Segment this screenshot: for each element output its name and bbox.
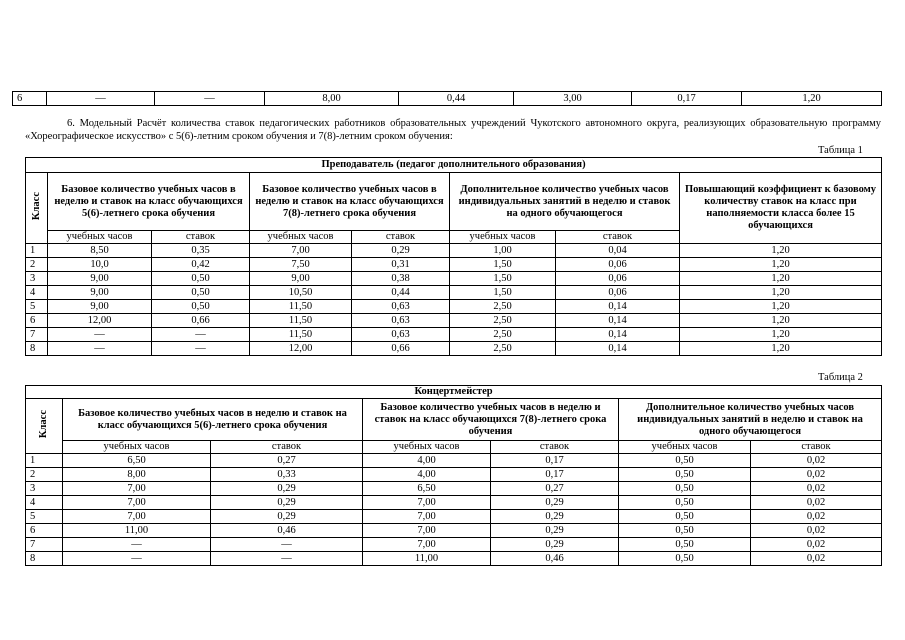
- table-cell: 0,50: [619, 538, 751, 552]
- table2: [25, 385, 882, 566]
- table-cell: 2,50: [450, 342, 556, 356]
- table-cell: —: [63, 552, 211, 566]
- table2-sub-header-row: [26, 441, 882, 454]
- table1-group-header: Дополнительное количество учебных часов индивидуальных занятий в неделю и ставок на одного обучающегося: [450, 173, 680, 231]
- table-cell: 7,00: [363, 538, 491, 552]
- table-cell: 0,46: [491, 552, 619, 566]
- table-cell: 2,50: [450, 328, 556, 342]
- table-cell: 1,20: [680, 300, 882, 314]
- table-cell: 0,44: [399, 92, 514, 106]
- sub-header-hours: учебных часов: [250, 231, 352, 244]
- table-cell: 1,20: [680, 342, 882, 356]
- table2-group-header-row: [26, 399, 882, 441]
- class-header-text: Класс: [30, 191, 42, 221]
- class-number-cell: 2: [26, 468, 63, 482]
- sub-header-hours: учебных часов: [619, 441, 751, 454]
- table-cell: —: [48, 328, 152, 342]
- table-row: [26, 244, 882, 258]
- table-cell: 0,02: [751, 510, 882, 524]
- table-cell: 9,00: [48, 286, 152, 300]
- table1-group-header-row: [26, 173, 882, 231]
- table-cell: 1,20: [680, 286, 882, 300]
- table-cell: 7,00: [63, 510, 211, 524]
- table-cell: 0,02: [751, 482, 882, 496]
- class-number-cell: 7: [26, 328, 48, 342]
- class-number-cell: 8: [26, 552, 63, 566]
- table-cell: 1,20: [680, 328, 882, 342]
- class-number-cell: 6: [26, 524, 63, 538]
- table2-group-header: Дополнительное количество учебных часов индивидуальных занятий в неделю и ставок на одного обучающегося: [619, 399, 882, 441]
- table-cell: 0,50: [619, 552, 751, 566]
- table-row: [26, 552, 882, 566]
- table1-group-header: Повышающий коэффициент к базовому количеству ставок на класс при наполняемости класса более 15 обучающихся: [680, 173, 882, 244]
- table1-title: Преподаватель (педагог дополнительного образования): [26, 158, 882, 173]
- class-number-cell: 7: [26, 538, 63, 552]
- table-cell: 0,33: [211, 468, 363, 482]
- table-cell: 7,00: [363, 496, 491, 510]
- table2-group-header: Базовое количество учебных часов в неделю и ставок на класс обучающихся 7(8)-летнего срока обучения: [363, 399, 619, 441]
- sub-header-rates: ставок: [152, 231, 250, 244]
- table-cell: —: [152, 342, 250, 356]
- table-cell: 11,50: [250, 314, 352, 328]
- table-cell: —: [211, 538, 363, 552]
- table1: [25, 157, 882, 356]
- table-cell: 1,50: [450, 272, 556, 286]
- table-cell: 12,00: [250, 342, 352, 356]
- table1-group-header: Базовое количество учебных часов в неделю и ставок на класс обучающихся 7(8)-летнего срока обучения: [250, 173, 450, 231]
- table2-body: [26, 454, 882, 566]
- table-cell: 7,00: [63, 496, 211, 510]
- table-cell: 0,63: [352, 314, 450, 328]
- class-number-cell: 5: [26, 300, 48, 314]
- table-row: [26, 454, 882, 468]
- table-cell: —: [63, 538, 211, 552]
- class-header-text: Класс: [38, 409, 49, 439]
- table-row: [26, 496, 882, 510]
- table-cell: 0,17: [632, 92, 742, 106]
- class-number-cell: 3: [26, 482, 63, 496]
- table1-body: [26, 244, 882, 356]
- table-cell: 0,50: [619, 482, 751, 496]
- table-cell: —: [211, 552, 363, 566]
- table-cell: 0,17: [491, 454, 619, 468]
- table-cell: 11,50: [250, 300, 352, 314]
- table-cell: 1,50: [450, 258, 556, 272]
- table-cell: 0,29: [211, 510, 363, 524]
- table-row: [26, 342, 882, 356]
- table2-group-header: Базовое количество учебных часов в неделю и ставок на класс обучающихся 5(6)-летнего срока обучения: [63, 399, 363, 441]
- table-cell: 0,50: [152, 286, 250, 300]
- table-cell: 0,27: [211, 454, 363, 468]
- class-header: [26, 173, 48, 244]
- table-cell: 0,38: [352, 272, 450, 286]
- table1-group-header: Базовое количество учебных часов в неделю и ставок на класс обучающихся 5(6)-летнего срока обучения: [48, 173, 250, 231]
- table-row: [26, 272, 882, 286]
- table-row: [26, 468, 882, 482]
- table-cell: 0,42: [152, 258, 250, 272]
- table-row: [26, 258, 882, 272]
- table-row: [26, 300, 882, 314]
- class-number-cell: 6: [26, 314, 48, 328]
- table-row: [26, 328, 882, 342]
- table-cell: 0,02: [751, 524, 882, 538]
- table-row: [26, 538, 882, 552]
- table-cell: 0,35: [152, 244, 250, 258]
- table-cell: 0,27: [491, 482, 619, 496]
- table-cell: 7,50: [250, 258, 352, 272]
- class-number-cell: 8: [26, 342, 48, 356]
- table-cell: 0,02: [751, 552, 882, 566]
- table-cell: 0,66: [352, 342, 450, 356]
- table-cell: 0,50: [619, 496, 751, 510]
- table-cell: 0,50: [152, 272, 250, 286]
- table-cell: 0,50: [619, 524, 751, 538]
- class-header: [26, 399, 63, 454]
- table-cell: 9,00: [48, 272, 152, 286]
- table-row: [26, 510, 882, 524]
- sub-header-hours: учебных часов: [48, 231, 152, 244]
- table-cell: 0,06: [556, 258, 680, 272]
- table-cell: 7,00: [363, 524, 491, 538]
- table-cell: 0,50: [619, 510, 751, 524]
- table2-title: Концертмейстер: [26, 386, 882, 399]
- table-cell: 6,50: [363, 482, 491, 496]
- table-cell: 7,00: [63, 482, 211, 496]
- table-cell: 6: [13, 92, 47, 106]
- sub-header-hours: учебных часов: [63, 441, 211, 454]
- table-cell: —: [155, 92, 265, 106]
- table-cell: 0,46: [211, 524, 363, 538]
- table-cell: 1,20: [742, 92, 882, 106]
- table-cell: 0,29: [211, 496, 363, 510]
- table-cell: 1,20: [680, 272, 882, 286]
- table2-title-row: [26, 386, 882, 399]
- table-row: [26, 314, 882, 328]
- table-cell: 6,50: [63, 454, 211, 468]
- table-cell: 0,14: [556, 300, 680, 314]
- table-cell: 7,00: [250, 244, 352, 258]
- class-number-cell: 1: [26, 454, 63, 468]
- table-cell: 0,29: [491, 496, 619, 510]
- table-cell: 10,0: [48, 258, 152, 272]
- table-cell: 1,00: [450, 244, 556, 258]
- table-cell: 1,50: [450, 286, 556, 300]
- table-cell: 9,00: [250, 272, 352, 286]
- table-cell: —: [47, 92, 155, 106]
- class-number-cell: 3: [26, 272, 48, 286]
- table-cell: 1,20: [680, 258, 882, 272]
- table-cell: 0,29: [491, 524, 619, 538]
- table-cell: 0,66: [152, 314, 250, 328]
- table-cell: 0,63: [352, 328, 450, 342]
- table-cell: 0,14: [556, 328, 680, 342]
- table-cell: 0,02: [751, 496, 882, 510]
- table-cell: 2,50: [450, 300, 556, 314]
- table-row: [13, 92, 882, 106]
- table-row: [26, 524, 882, 538]
- table-cell: 0,31: [352, 258, 450, 272]
- sub-header-rates: ставок: [556, 231, 680, 244]
- sub-header-rates: ставок: [211, 441, 363, 454]
- table-cell: 12,00: [48, 314, 152, 328]
- class-number-cell: 5: [26, 510, 63, 524]
- table-cell: 11,00: [63, 524, 211, 538]
- class-number-cell: 4: [26, 496, 63, 510]
- section-paragraph: 6. Модельный Расчёт количества ставок педагогических работников образовательных учреждений Чукотского автономного округа, реализующих образовательную программу «Хореографическое искусство» с 5(6)-летним сроком обучения и 7(8)-летним сроком обучения:: [25, 118, 881, 142]
- table-row: [26, 286, 882, 300]
- table-cell: 0,50: [152, 300, 250, 314]
- table-cell: 8,00: [63, 468, 211, 482]
- table-cell: 0,02: [751, 454, 882, 468]
- top-continuation-table: [12, 91, 882, 106]
- table-cell: 0,29: [352, 244, 450, 258]
- table-cell: 0,29: [491, 538, 619, 552]
- table-cell: 8,00: [265, 92, 399, 106]
- class-number-cell: 1: [26, 244, 48, 258]
- table1-label: Таблица 1: [818, 145, 863, 156]
- table-cell: 0,14: [556, 314, 680, 328]
- table-cell: —: [48, 342, 152, 356]
- table-cell: 11,00: [363, 552, 491, 566]
- table-cell: 0,44: [352, 286, 450, 300]
- table-cell: 11,50: [250, 328, 352, 342]
- table-cell: 0,06: [556, 286, 680, 300]
- sub-header-rates: ставок: [352, 231, 450, 244]
- table-cell: 0,14: [556, 342, 680, 356]
- table-cell: 7,00: [363, 510, 491, 524]
- table-row: [26, 482, 882, 496]
- table-cell: 0,29: [211, 482, 363, 496]
- table-cell: 4,00: [363, 468, 491, 482]
- class-number-cell: 2: [26, 258, 48, 272]
- table-cell: 10,50: [250, 286, 352, 300]
- sub-header-hours: учебных часов: [450, 231, 556, 244]
- table-cell: 4,00: [363, 454, 491, 468]
- sub-header-rates: ставок: [491, 441, 619, 454]
- table-cell: 9,00: [48, 300, 152, 314]
- table-cell: 2,50: [450, 314, 556, 328]
- table-cell: 0,29: [491, 510, 619, 524]
- table-cell: 0,50: [619, 468, 751, 482]
- sub-header-rates: ставок: [751, 441, 882, 454]
- table-cell: 0,50: [619, 454, 751, 468]
- table-cell: 0,17: [491, 468, 619, 482]
- table-cell: 8,50: [48, 244, 152, 258]
- table-cell: —: [152, 328, 250, 342]
- table1-title-row: [26, 158, 882, 173]
- sub-header-hours: учебных часов: [363, 441, 491, 454]
- table-cell: 0,02: [751, 468, 882, 482]
- table-cell: 0,63: [352, 300, 450, 314]
- table-cell: 1,20: [680, 244, 882, 258]
- table2-label: Таблица 2: [818, 372, 863, 383]
- class-number-cell: 4: [26, 286, 48, 300]
- table-cell: 1,20: [680, 314, 882, 328]
- table-cell: 0,06: [556, 272, 680, 286]
- table-cell: 0,04: [556, 244, 680, 258]
- table-cell: 0,02: [751, 538, 882, 552]
- table-cell: 3,00: [514, 92, 632, 106]
